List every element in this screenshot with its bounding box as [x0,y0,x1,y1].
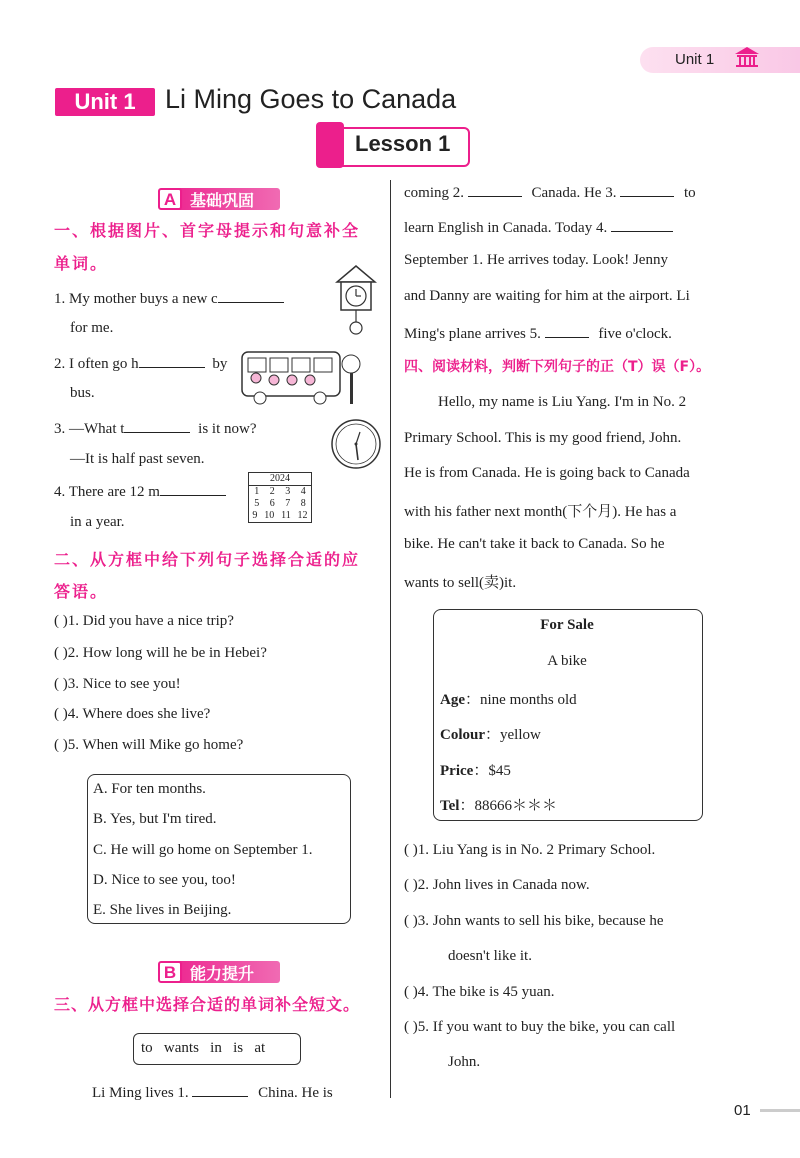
section-a-letter: A [158,188,182,210]
calendar-day: 7 [285,498,291,509]
part2-heading-line1: 二、从方框中给下列句子选择合适的应 [54,550,361,569]
calendar-day: 10 [264,510,275,521]
calendar-day: 1 [254,486,260,497]
p3-text: five o'clock. [598,326,672,342]
p3-blank-5[interactable] [545,323,589,338]
part4-question: ( )2. John lives in Canada now. [404,877,590,893]
part4-question: doesn't like it. [448,948,532,964]
q3-text-mid: is it now? [198,421,257,437]
section-b-letter: B [158,961,182,983]
p3-text: learn English in Canada. Today 4. [404,220,608,236]
calendar-day: 5 [254,498,260,509]
part4-passage-line: bike. He can't take it back to Canada. So he [404,536,665,552]
q1-text-b: for me. [70,320,114,336]
sale-title: For Sale [540,617,594,633]
part4-passage-line: with his father next month(下个月). He has a [404,504,677,520]
lesson-flag-icon [316,122,344,168]
bus-children-illustration [240,348,380,408]
part2-question: ( )1. Did you have a nice trip? [54,613,234,629]
part2-question: ( )5. When will Mike go home? [54,737,244,753]
calendar-day: 12 [297,510,308,521]
sale-colour: yellow [500,727,541,743]
sale-age-label: Age [440,692,465,708]
p3-blank-4[interactable] [611,217,673,232]
building-icon [733,45,761,69]
cuckoo-clock-icon [335,264,377,336]
calendar-day: 4 [300,486,306,497]
calendar-day: 9 [252,510,258,521]
unit-badge: Unit 1 [55,88,155,116]
calendar-day: 11 [281,510,291,521]
part2-option: D. Nice to see you, too! [93,872,236,888]
part4-passage-line: He is from Canada. He is going back to Canada [404,465,690,481]
column-divider [390,180,391,1098]
part1-heading-line2: 单词。 [54,254,109,273]
p3-text: coming 2. [404,185,464,201]
sale-item: A bike [547,653,587,669]
q4-blank[interactable] [160,481,226,496]
sale-tel-label: Tel [440,798,460,814]
part4-question: ( )5. If you want to buy the bike, you can call [404,1019,676,1035]
lesson-title: Lesson 1 [355,131,451,156]
part4-passage-line: wants to sell(卖)it. [404,575,517,591]
calendar-year: 2024 [249,473,311,486]
wall-clock-icon [330,418,382,470]
part4-question: John. [448,1054,481,1070]
sale-price: $45 [488,763,511,779]
p3-text: Li Ming lives 1. [92,1085,189,1101]
p3-blank-1[interactable] [192,1082,248,1097]
p3-text: to [683,185,696,201]
sale-tel: 88666＊＊＊ [474,798,557,814]
part4-question: ( )3. John wants to sell his bike, because he [404,913,664,929]
part2-heading-line2: 答语。 [54,582,109,601]
q2-text-a: 2. I often go h [54,356,139,372]
page-number: 01 [734,1102,751,1119]
p3-text: and Danny are waiting for him at the airport. Li [404,288,690,304]
q4-text-a: 4. There are 12 m [54,484,160,500]
p3-text: Ming's plane arrives 5. [404,326,541,342]
q2-text-mid: by [212,356,228,372]
part2-question: ( )2. How long will he be in Hebei? [54,645,267,661]
calendar-day: 2 [269,486,275,497]
part2-question: ( )4. Where does she live? [54,706,211,722]
p3-text: September 1. He arrives today. Look! Jenny [404,252,668,268]
q2-blank[interactable] [139,353,205,368]
part1-heading-line1: 一、根据图片、首字母提示和句意补全 [54,221,361,240]
unit-title: Li Ming Goes to Canada [165,84,457,114]
sale-colour-label: Colour [440,727,485,743]
q1-text-a: 1. My mother buys a new c [54,291,218,307]
p3-blank-3[interactable] [620,182,674,197]
part3-heading: 三、从方框中选择合适的单词补全短文。 [54,995,361,1014]
section-a-title: 基础巩固 [190,191,255,210]
calendar-day: 8 [300,498,306,509]
q2-text-b: bus. [70,385,95,401]
sale-price-label: Price [440,763,474,779]
part2-question: ( )3. Nice to see you! [54,676,181,692]
calendar-day: 3 [285,486,291,497]
p3-blank-2[interactable] [468,182,522,197]
part2-option: B. Yes, but I'm tired. [93,811,217,827]
calendar [248,472,312,523]
part4-passage-line: Primary School. This is my good friend, John. [404,430,682,446]
part4-question: ( )4. The bike is 45 yuan. [404,984,555,1000]
part3-words: to wants in is at [141,1040,266,1056]
q1-blank[interactable] [218,288,284,303]
section-b-title: 能力提升 [190,964,255,983]
unit-tab [640,47,800,73]
part2-option: A. For ten months. [93,781,206,797]
q3-text-a: 3. —What t [54,421,125,437]
p3-text: Canada. He 3. [531,185,617,201]
part4-passage-line: Hello, my name is Liu Yang. I'm in No. 2 [438,394,687,410]
page-bar [760,1109,800,1112]
part2-option: E. She lives in Beijing. [93,902,232,918]
for-sale-box [433,609,703,821]
sale-age: nine months old [480,692,577,708]
q3-blank[interactable] [124,418,190,433]
unit-tab-label: Unit 1 [675,51,715,68]
part2-option: C. He will go home on September 1. [93,842,313,858]
part4-question: ( )1. Liu Yang is in No. 2 Primary School. [404,842,656,858]
q3-text-b: —It is half past seven. [70,451,205,467]
q4-text-b: in a year. [70,514,125,530]
p3-text: China. He is [258,1085,333,1101]
calendar-day: 6 [269,498,275,509]
part4-heading: 四、阅读材料，判断下列句子的正（T）误（F）。 [404,359,711,375]
